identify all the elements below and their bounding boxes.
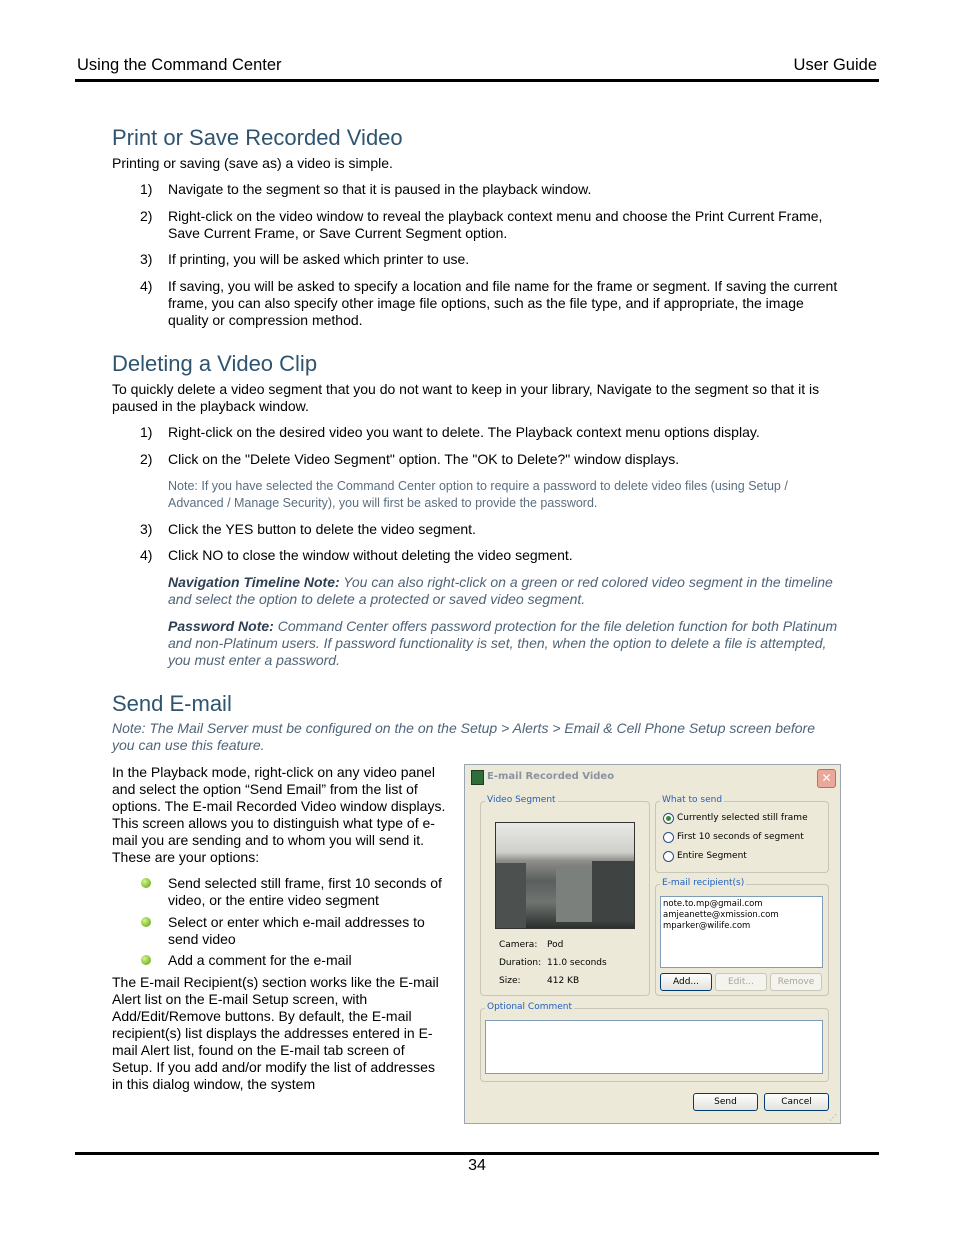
step-text: Click the YES button to delete the video segment.: [168, 521, 476, 537]
duration-value: 11.0 seconds: [547, 958, 607, 968]
print-intro: Printing or saving (save as) a video is simple.: [112, 155, 393, 171]
note-label: Password Note:: [168, 618, 274, 634]
running-header-left: Using the Command Center: [77, 56, 282, 74]
step-number: 2): [140, 451, 153, 467]
add-recipient-button[interactable]: Add...: [660, 973, 712, 991]
section-title-send-email: Send E-mail: [112, 691, 232, 716]
step-number: 3): [140, 251, 153, 267]
radio-label: First 10 seconds of segment: [677, 832, 804, 842]
footer-rule: [75, 1152, 879, 1155]
step-text: Right-click on the video window to reveal the playback context menu and choose the Print Current Frame, Save Current Frame, or Save Current Segment option.: [168, 208, 823, 241]
navigation-timeline-note: [168, 574, 838, 608]
bullet-text: Select or enter which e-mail addresses to send video: [168, 914, 425, 947]
recipients-list[interactable]: [660, 896, 823, 968]
size-value: 412 KB: [547, 976, 580, 986]
step-text: If saving, you will be asked to specify a location and file name for the frame or segment. If saving the current frame, you can also specify other image file options, such as the file type, and if appropriate, the image quality or compression method.: [168, 278, 838, 328]
group-label: Video Segment: [487, 795, 556, 805]
radio-first-10-seconds[interactable]: [663, 832, 674, 843]
recipient-item[interactable]: mparker@wilife.com: [663, 921, 751, 931]
step-text: Navigate to the segment so that it is paused in the playback window.: [168, 181, 592, 197]
group-label: Optional Comment: [487, 1002, 573, 1012]
cancel-button[interactable]: Cancel: [764, 1093, 829, 1111]
recipient-item[interactable]: note.to.mp@gmail.com: [663, 899, 763, 909]
size-label: Size:: [499, 976, 521, 986]
step-number: 4): [140, 547, 153, 563]
note-text: Command Center offers password protection for the file deletion function for both Platinum and non-Platinum users. If password functionality is set, then, when the option to delete a file is attempted, you must enter a password.: [168, 618, 838, 668]
group-label: E-mail recipient(s): [662, 878, 745, 888]
remove-recipient-button[interactable]: Remove: [770, 973, 822, 991]
mail-server-note: Note: The Mail Server must be configured on the on the Setup > Alerts > Email & Cell Phone Setup screen before you can use this feature.: [112, 720, 815, 753]
step-text: Click NO to close the window without deleting the video segment.: [168, 547, 573, 563]
radio-still-frame[interactable]: [663, 813, 674, 824]
bullet-icon: [141, 955, 151, 965]
email-recipients-paragraph: The E-mail Recipient(s) section works like the E-mail Alert list on the E-mail Setup screen, with Add/Edit/Remove buttons. By default, the E-mail recipient(s) list displays the addresses entered in E-mail Alert list, found on the E-mail tab screen of Setup. If you add and/or modify the list of addresses in this dialog window, the system: [112, 974, 439, 1092]
step-text: Click on the "Delete Video Segment" option. The "OK to Delete?" window displays.: [168, 451, 680, 467]
step-number: 2): [140, 208, 153, 224]
radio-label: Entire Segment: [677, 851, 747, 861]
email-recorded-video-dialog: [464, 764, 841, 1124]
radio-label: Currently selected still frame: [677, 813, 808, 823]
bullet-text: Send selected still frame, first 10 seconds of video, or the entire video segment: [168, 875, 442, 908]
video-thumbnail: [495, 822, 635, 929]
delete-intro: To quickly delete a video segment that you do not want to keep in your library, Navigate to the segment so that it is paused in the playback window.: [112, 381, 820, 414]
page-number: 34: [468, 1157, 486, 1174]
note-text: You can also right-click on a green or red colored video segment in the timeline and select the option to delete a protected or saved video segment.: [168, 574, 833, 607]
bullet-icon: [141, 878, 151, 888]
recipient-item[interactable]: amjeanette@xmission.com: [663, 910, 779, 920]
bullet-icon: [141, 917, 151, 927]
comment-textarea[interactable]: [485, 1020, 823, 1074]
camera-label: Camera:: [499, 940, 538, 950]
dialog-title: E-mail Recorded Video: [487, 771, 615, 782]
section-title-delete: Deleting a Video Clip: [112, 351, 318, 376]
section-title-print-save: Print or Save Recorded Video: [112, 125, 403, 150]
step-number: 1): [140, 424, 153, 440]
step-text: If printing, you will be asked which printer to use.: [168, 251, 470, 267]
running-header-right: User Guide: [793, 56, 877, 74]
edit-recipient-button[interactable]: Edit...: [715, 973, 767, 991]
resize-grip-icon[interactable]: ⋰: [829, 1113, 837, 1122]
close-icon[interactable]: ✕: [817, 769, 836, 788]
note-label: Navigation Timeline Note:: [168, 574, 340, 590]
bullet-text: Add a comment for the e-mail: [168, 952, 352, 968]
duration-label: Duration:: [499, 958, 542, 968]
step-number: 1): [140, 181, 153, 197]
radio-entire-segment[interactable]: [663, 851, 674, 862]
header-rule: [75, 79, 879, 82]
app-logo-icon: [471, 770, 484, 785]
step-number: 4): [140, 278, 153, 294]
password-requirement-note: Note: If you have selected the Command Center option to require a password to delete video files (using Setup / Advanced / Manage Security), you will first be asked to provide the password.: [168, 479, 788, 510]
camera-value: Pod: [547, 940, 564, 950]
send-button[interactable]: Send: [693, 1093, 758, 1111]
step-number: 3): [140, 521, 153, 537]
group-label: What to send: [662, 795, 723, 805]
email-intro: In the Playback mode, right-click on any video panel and select the option “Send Email” from the list of options. The E-mail Recorded Video window displays. This screen allows you to distinguish what type of e-mail you are sending and to whom you will send it. These are your options:: [112, 764, 446, 865]
step-text: Right-click on the desired video you want to delete. The Playback context menu options display.: [168, 424, 760, 440]
password-note: [168, 618, 838, 669]
